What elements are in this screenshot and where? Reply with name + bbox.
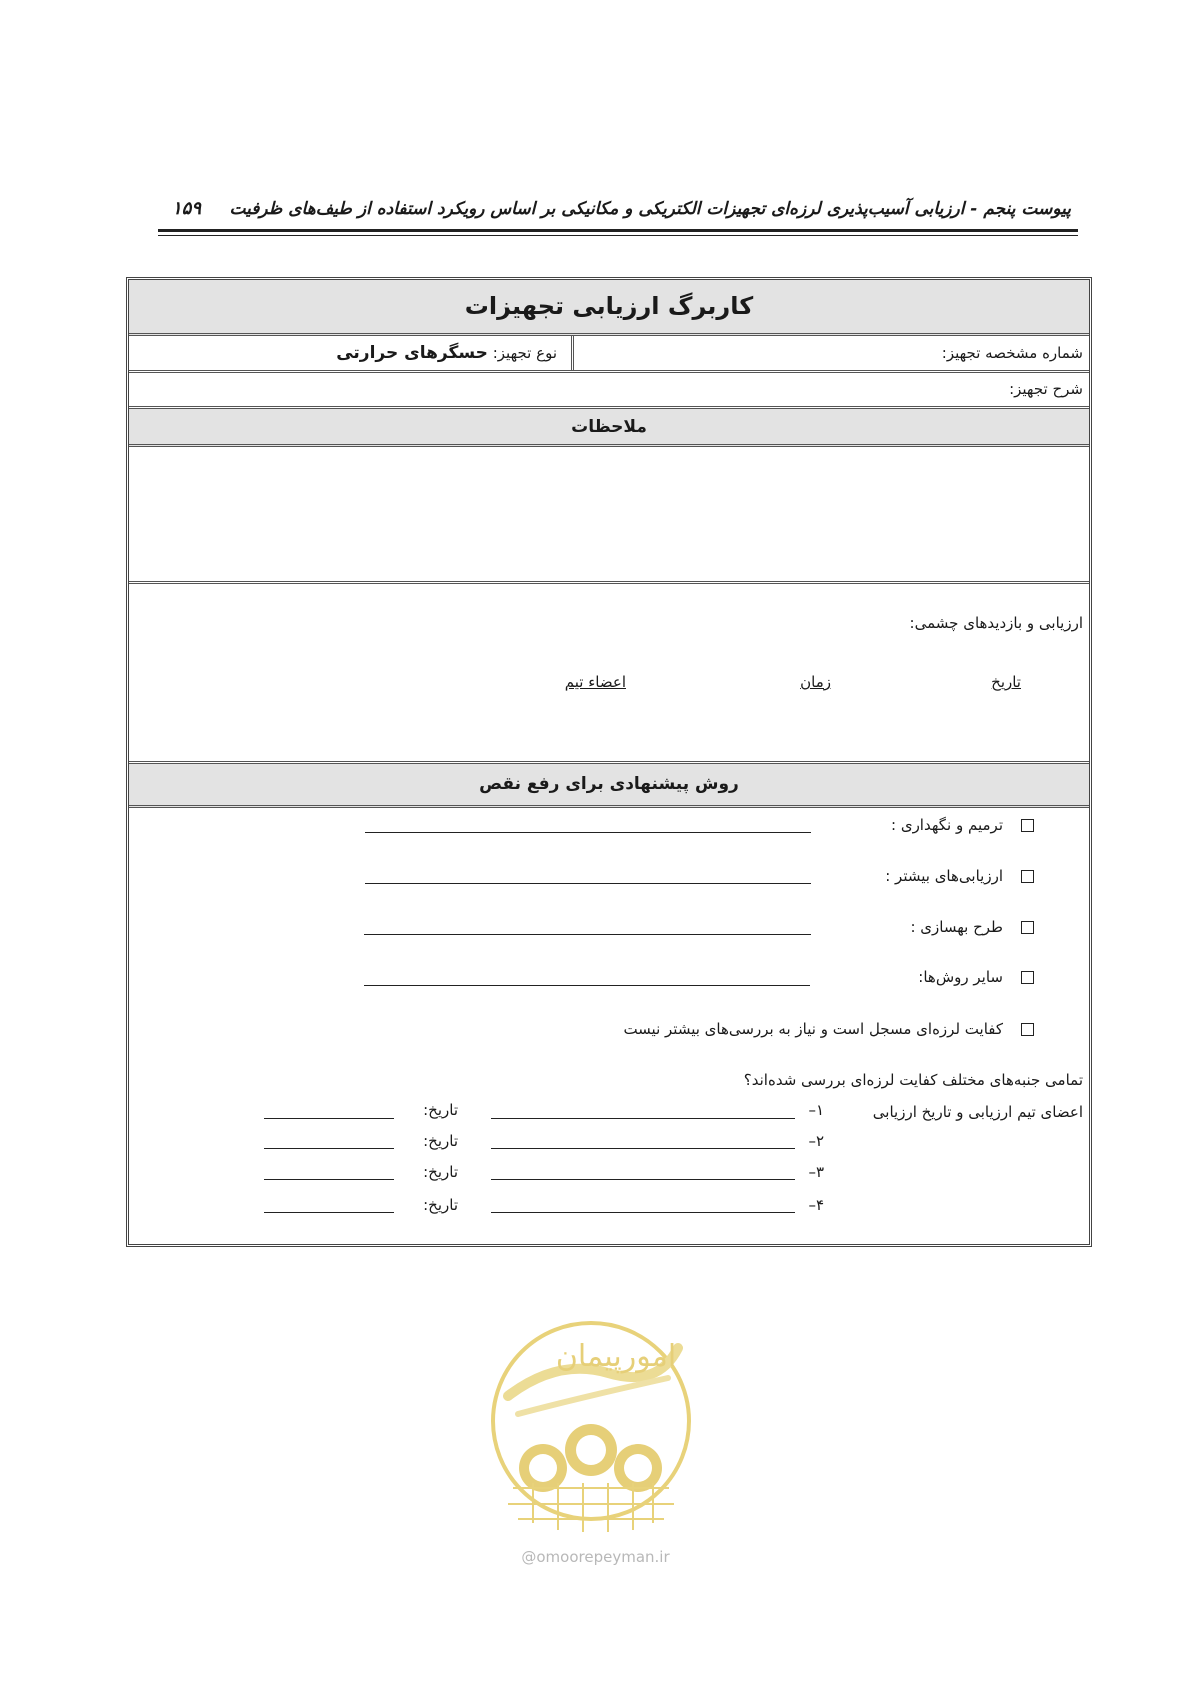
checkbox[interactable]: [1021, 870, 1034, 883]
option-label: طرح بهسازی :: [910, 918, 1003, 936]
checkbox[interactable]: [1021, 1023, 1034, 1036]
member-number: ۲–: [808, 1132, 824, 1150]
watermark-logo-text: امورپیمان: [555, 1339, 677, 1374]
visual-inspection-section: [129, 584, 1089, 764]
date-label: تاریخ:: [423, 1101, 458, 1119]
option-line[interactable]: [364, 934, 811, 935]
form-title: کاربرگ ارزیابی تجهیزات: [129, 280, 1089, 336]
option-label: ترمیم و نگهداری :: [891, 816, 1003, 834]
option-further-assessment[interactable]: [885, 867, 1034, 885]
equipment-type-value: حسگرهای حرارتی: [336, 343, 488, 363]
option-retrofit[interactable]: [910, 918, 1034, 936]
watermark-logo: [488, 1318, 694, 1534]
member-number: ۴–: [808, 1196, 824, 1214]
date-label: تاریخ:: [423, 1163, 458, 1181]
date-line[interactable]: [264, 1179, 394, 1180]
member-name-line[interactable]: [491, 1148, 795, 1149]
description-row[interactable]: [129, 373, 1089, 409]
equipment-assessment-form: [126, 277, 1092, 1247]
watermark-url: @omoorepeyman.ir: [521, 1548, 670, 1566]
team-label: اعضای تیم ارزیابی و تاریخ ارزیابی: [872, 1103, 1083, 1121]
notes-heading: ملاحظات: [129, 409, 1089, 447]
visual-team-column: اعضاء تیم: [564, 673, 626, 691]
visual-date-column: تاریخ: [991, 673, 1021, 691]
visual-inspection-label: ارزیابی و بازدیدهای چشمی:: [909, 614, 1083, 632]
option-line[interactable]: [364, 985, 810, 986]
date-label: تاریخ:: [423, 1132, 458, 1150]
option-label: ارزیابی‌های بیشتر :: [885, 867, 1003, 885]
method-heading: روش پیشنهادی برای رفع نقص: [129, 764, 1089, 808]
member-name-line[interactable]: [491, 1118, 795, 1119]
option-repair[interactable]: [891, 816, 1034, 834]
option-label: سایر روش‌ها:: [918, 968, 1003, 986]
header-rule: [158, 229, 1078, 232]
description-label: شرح تجهیز:: [1009, 380, 1083, 398]
date-line[interactable]: [264, 1118, 394, 1119]
id-row-divider: [571, 336, 574, 370]
member-number: ۱–: [808, 1101, 824, 1119]
member-name-line[interactable]: [491, 1212, 795, 1213]
option-adequate[interactable]: [623, 1020, 1034, 1038]
review-question: تمامی جنبه‌های مختلف کفایت لرزه‌ای بررسی شده‌اند؟: [743, 1071, 1083, 1089]
visual-time-column: زمان: [800, 673, 831, 691]
member-name-line[interactable]: [491, 1179, 795, 1180]
option-other[interactable]: [918, 968, 1034, 986]
member-number: ۳–: [808, 1163, 824, 1181]
option-line[interactable]: [365, 883, 811, 884]
checkbox[interactable]: [1021, 971, 1034, 984]
running-header-title: پیوست پنجم - ارزیابی آسیب‌پذیری لرزه‌ای تجهیزات الکتریکی و مکانیکی بر اساس رویکرد استفاده از طیف‌های ظرفیت: [229, 199, 1071, 219]
equipment-type-label: نوع تجهیز:: [492, 344, 557, 362]
notes-area[interactable]: [129, 447, 1089, 584]
header-rule-thin: [158, 235, 1078, 236]
date-line[interactable]: [264, 1148, 394, 1149]
method-section: [129, 808, 1089, 1244]
equipment-type-field: [336, 343, 557, 363]
option-line[interactable]: [365, 832, 811, 833]
checkbox[interactable]: [1021, 921, 1034, 934]
date-label: تاریخ:: [423, 1196, 458, 1214]
equipment-id-field[interactable]: شماره مشخصه تجهیز:: [941, 344, 1083, 362]
option-label: کفایت لرزه‌ای مسجل است و نیاز به بررسی‌های بیشتر نیست: [623, 1020, 1003, 1038]
page-number: ۱۵۹: [172, 198, 202, 219]
date-line[interactable]: [264, 1212, 394, 1213]
checkbox[interactable]: [1021, 819, 1034, 832]
id-row: [129, 336, 1089, 373]
